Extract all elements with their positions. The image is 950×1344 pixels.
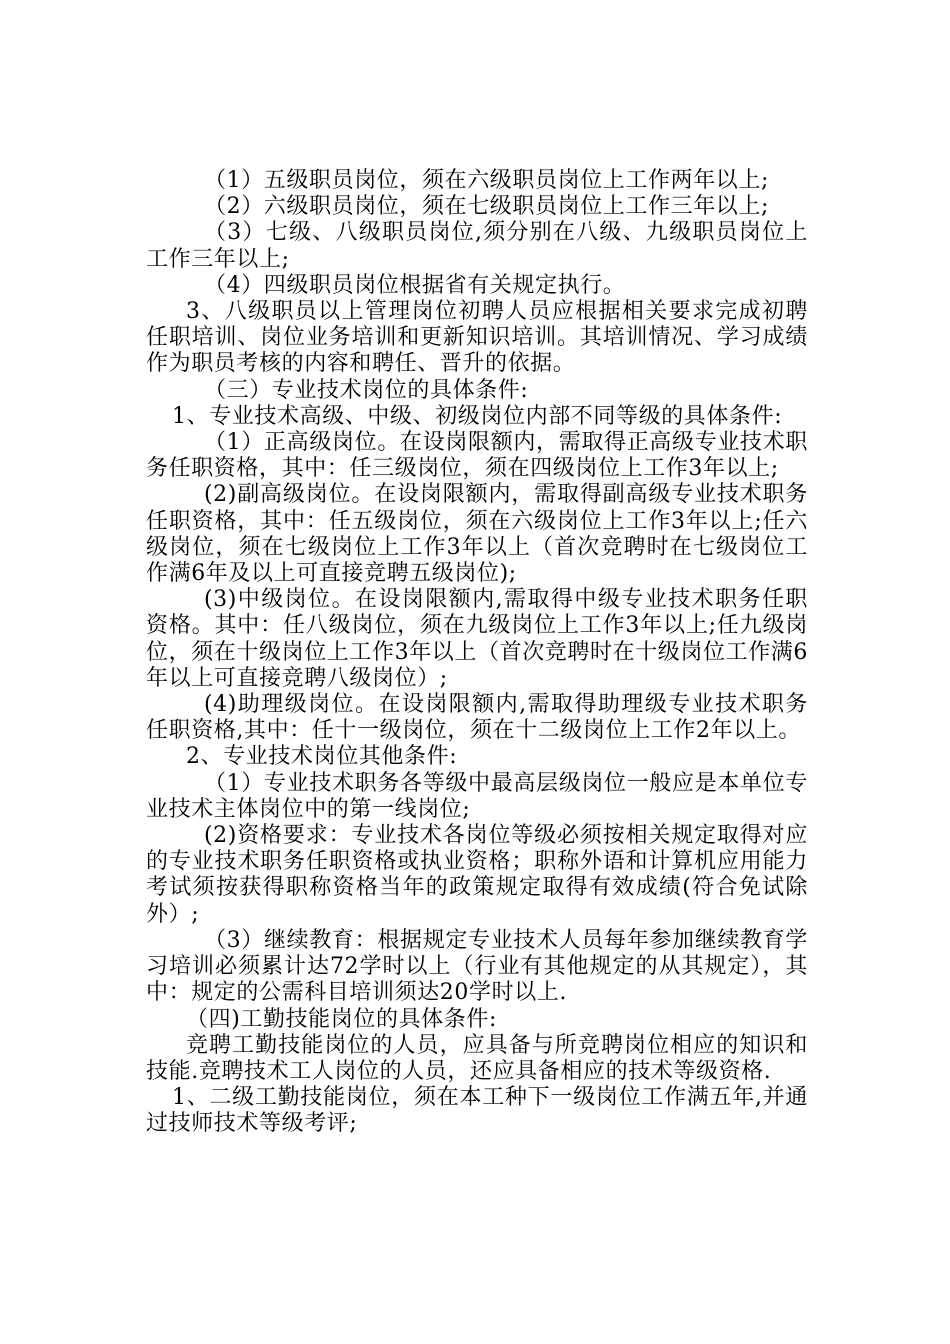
paragraph: (2)副高级岗位。在设岗限额内，需取得副高级专业技术职务任职资格，其中：任五级岗位，须在六级岗位上工作3年以上;任六级岗位，须在七级岗位上工作3年以上（首次竞聘时在七级岗位工作满6年及以上可直接竞聘五级岗位); xyxy=(146,482,808,587)
document-body xyxy=(146,168,808,1138)
paragraph: 3、八级职员以上管理岗位初聘人员应根据相关要求完成初聘任职培训、岗位业务培训和更新知识培训。其培训情况、学习成绩作为职员考核的内容和聘任、晋升的依据。 xyxy=(146,299,808,377)
paragraph: （1）专业技术职务各等级中最高层级岗位一般应是本单位专业技术主体岗位中的第一线岗位; xyxy=(146,770,808,822)
paragraph: 2、专业技术岗位其他条件: xyxy=(186,744,458,770)
section-heading: （三）专业技术岗位的具体条件: xyxy=(204,377,529,403)
paragraph: （1）五级职员岗位，须在六级职员岗位上工作两年以上; xyxy=(204,168,770,193)
paragraph: （3）继续教育：根据规定专业技术人员每年参加继续教育学习培训必须累计达72学时以上（行业有其他规定的从其规定），其中：规定的公需科目培训须达20学时以上. xyxy=(146,927,808,1006)
paragraph: (4)助理级岗位。在设岗限额内,需取得助理级专业技术职务任职资格,其中：任十一级岗位，须在十二级岗位上工作2年以上。 xyxy=(146,692,808,744)
section-heading: （四)工勤技能岗位的具体条件: xyxy=(186,1006,497,1032)
paragraph: (2)资格要求：专业技术各岗位等级必须按相关规定取得对应的专业技术职务任职资格或执业资格；职称外语和计算机应用能力考试须按获得职称资格当年的政策规定取得有效成绩(符合免试除外）; xyxy=(146,823,808,927)
paragraph: 1、二级工勤技能岗位，须在本工种下一级岗位工作满五年,并通过技师技术等级考评; xyxy=(146,1085,808,1137)
paragraph: 竞聘工勤技能岗位的人员，应具备与所竞聘岗位相应的知识和技能.竞聘技术工人岗位的人员，还应具备相应的技术等级资格. xyxy=(146,1032,808,1084)
paragraph: 1、专业技术高级、中级、初级岗位内部不同等级的具体条件: xyxy=(172,403,783,429)
paragraph: (3)中级岗位。在设岗限额内,需取得中级专业技术职务任职资格。其中：任八级岗位，须在九级岗位上工作3年以上;任九级岗位，须在十级岗位上工作3年以上（首次竞聘时在十级岗位工作满6年以上可直接竞聘八级岗位）; xyxy=(146,587,808,691)
paragraph: （1）正高级岗位。在设岗限额内，需取得正高级专业技术职务任职资格，其中：任三级岗位，须在四级岗位上工作3年以上; xyxy=(146,430,808,482)
paragraph: （2）六级职员岗位，须在七级职员岗位上工作三年以上; xyxy=(204,194,770,220)
paragraph: （4）四级职员岗位根据省有关规定执行。 xyxy=(204,272,626,298)
paragraph: （3）七级、八级职员岗位,须分别在八级、九级职员岗位上工作三年以上; xyxy=(146,220,808,272)
